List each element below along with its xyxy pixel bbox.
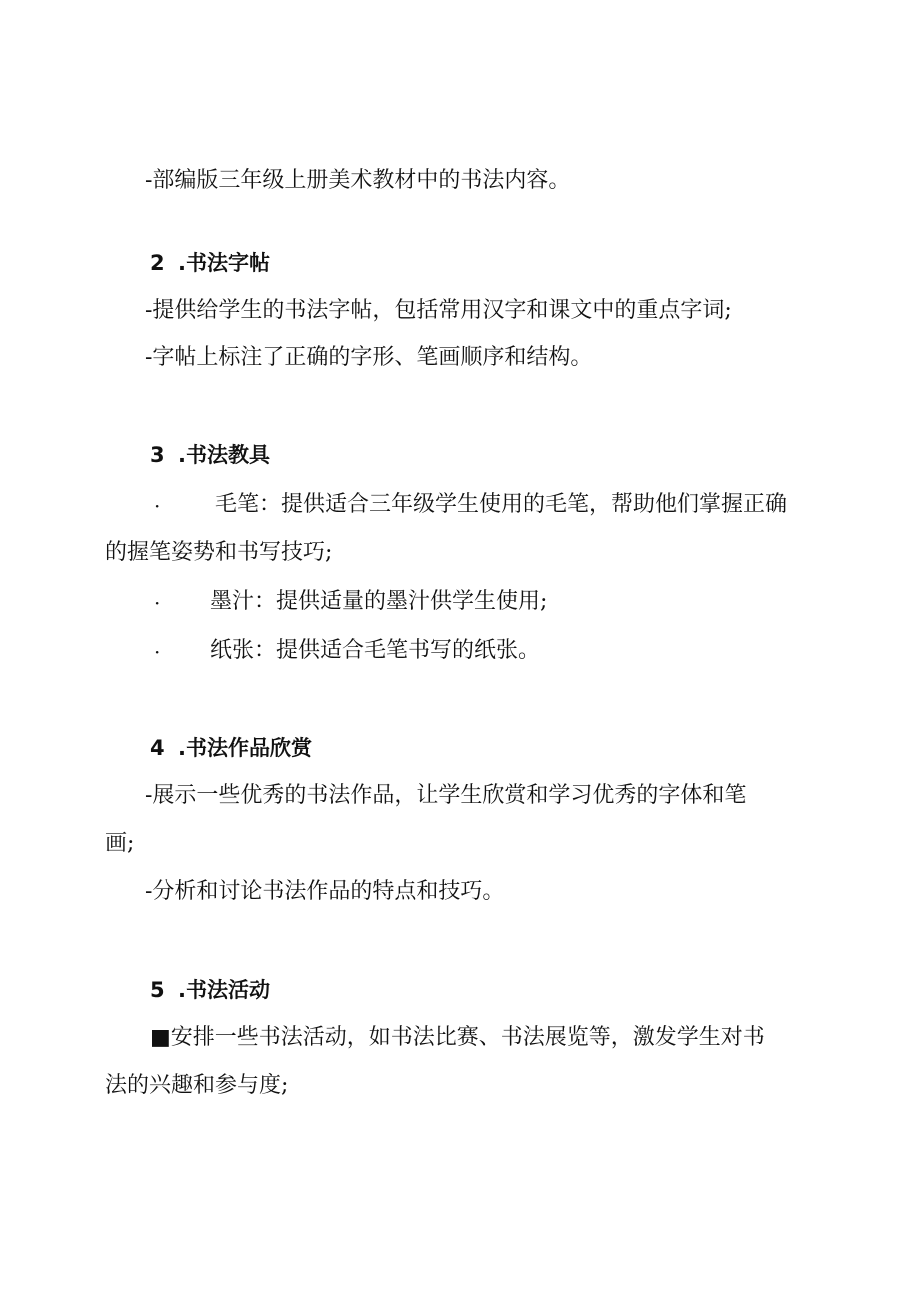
list-item: ■安排一些书法活动，如书法比赛、书法展览等，激发学生对书 [150, 1025, 765, 1050]
list-item: 纸张：提供适合毛笔书写的纸张。 [210, 638, 541, 663]
list-item-continuation: 法的兴趣和参与度; [105, 1073, 289, 1098]
section-heading [150, 733, 312, 763]
bullet-icon: · [154, 640, 161, 664]
list-item: -提供给学生的书法字帖，包括常用汉字和课文中的重点字词; [145, 298, 732, 323]
section-number: 5 [150, 978, 165, 1002]
list-item-continuation: 的握笔姿势和书写技巧; [105, 540, 333, 565]
section-title: .书法教具 [178, 443, 270, 467]
section-heading [150, 440, 270, 470]
section-number: 2 [150, 251, 165, 275]
list-item: 墨汁：提供适量的墨汁供学生使用; [210, 589, 548, 614]
section-title: .书法活动 [178, 978, 270, 1002]
section-heading [150, 975, 270, 1005]
list-item: -分析和讨论书法作品的特点和技巧。 [145, 879, 505, 904]
list-item: -字帖上标注了正确的字形、笔画顺序和结构。 [145, 345, 593, 370]
section-title: .书法作品欣赏 [178, 736, 312, 760]
section-title: .书法字帖 [178, 251, 270, 275]
bullet-icon: · [154, 494, 161, 518]
list-item: -展示一些优秀的书法作品，让学生欣赏和学习优秀的字体和笔 [145, 783, 747, 808]
list-item: -部编版三年级上册美术教材中的书法内容。 [145, 168, 571, 193]
list-item-continuation: 画; [105, 831, 135, 856]
bullet-icon: · [154, 591, 161, 615]
section-number: 3 [150, 443, 165, 467]
section-heading [150, 248, 270, 278]
section-number: 4 [150, 736, 165, 760]
list-item: 毛笔：提供适合三年级学生使用的毛笔，帮助他们掌握正确 [215, 492, 788, 517]
